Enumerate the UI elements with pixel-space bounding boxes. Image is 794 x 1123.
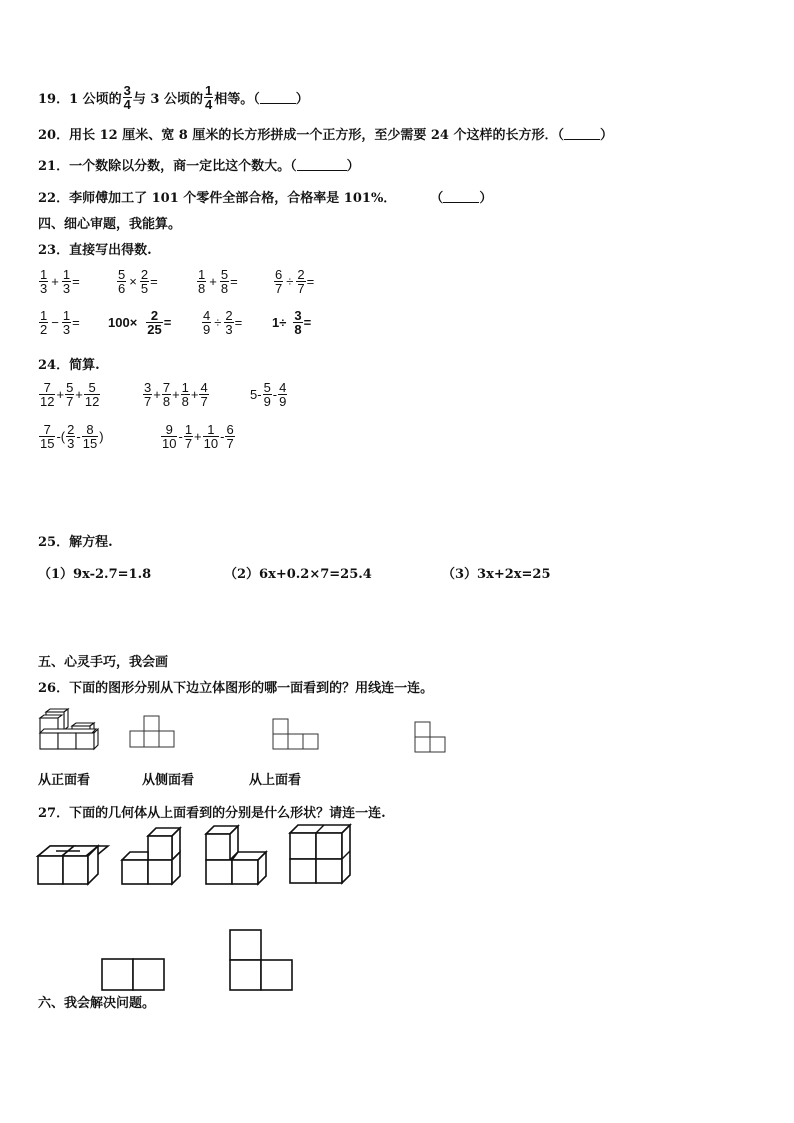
q27-title: 27．下面的几何体从上面看到的分别是什么形状？请连一连. bbox=[38, 806, 386, 821]
question-19 bbox=[38, 84, 309, 111]
q21-close: ） bbox=[346, 159, 360, 174]
q20-text: 20．用长 12 厘米、宽 8 厘米的长方形拼成一个正方形，至少需要 24 个这样的长方形．（ bbox=[38, 128, 564, 143]
section-6-heading: 六、我会解决问题。 bbox=[38, 996, 156, 1011]
q24-expr-5: $\frac{9}{10}$ - $\frac{1}{7}$ + $\frac{1}{10}$ - $\frac{6}{7}$ bbox=[162, 422, 234, 451]
q23-title: 23．直接写出得数. bbox=[38, 243, 152, 258]
q23-expr-1: $\frac{1}{3}$ + $\frac{1}{3}$ = bbox=[40, 267, 80, 296]
q24-title: 24．简算. bbox=[38, 358, 100, 373]
q26-label-front: 从正面看 bbox=[38, 773, 91, 788]
q20-answer-blank[interactable] bbox=[564, 127, 600, 140]
q25-equation-3: （3）3x+2x=25 bbox=[442, 567, 551, 582]
q19-fraction-2: $\frac{1}{4}$ bbox=[205, 83, 213, 112]
q27-solid-2 bbox=[120, 826, 186, 888]
q24-expr-2: $\frac{3}{7}$ + $\frac{7}{8}$ + $\frac{1}{8}$ + $\frac{4}{7}$ bbox=[144, 380, 208, 409]
q23-expr-7: $\frac{4}{9}$ ÷ $\frac{2}{3}$ = bbox=[203, 308, 243, 337]
q23-expr-6: 100× $\frac{2}{25}$ = bbox=[108, 308, 172, 337]
section-5-heading: 五、心灵手巧，我会画 bbox=[38, 655, 169, 670]
q26-solid-figure bbox=[38, 708, 102, 752]
q23-expr-5: $\frac{1}{2}$ − $\frac{1}{3}$ = bbox=[40, 308, 80, 337]
q27-solid-3 bbox=[204, 824, 270, 888]
q24-expr-1: $\frac{7}{12}$ + $\frac{5}{7}$ + $\frac{5}{12}$ bbox=[40, 380, 100, 409]
q24-expr-3: 5- $\frac{5}{9}$ - $\frac{4}{9}$ bbox=[250, 380, 287, 409]
q23-expr-4: $\frac{6}{7}$ ÷ $\frac{2}{7}$ = bbox=[275, 267, 315, 296]
q19-number: 19． bbox=[38, 92, 70, 107]
q20-close: ） bbox=[599, 128, 613, 143]
q19-close: ） bbox=[295, 92, 309, 107]
q25-equation-1: （1）9x-2.7=1.8 bbox=[38, 567, 152, 582]
q19-text-2: 与 3 公顷的 bbox=[132, 92, 204, 107]
question-22 bbox=[38, 187, 492, 206]
q22-open: （ bbox=[430, 191, 444, 206]
q26-label-side: 从侧面看 bbox=[142, 773, 195, 788]
q26-view-1 bbox=[128, 714, 178, 752]
q25-title: 25．解方程. bbox=[38, 535, 113, 550]
q19-text-1: 1 公顷的 bbox=[69, 92, 122, 107]
section-4-heading: 四、细心审题，我能算。 bbox=[38, 217, 182, 232]
q27-top-view-1 bbox=[100, 957, 168, 993]
question-21 bbox=[38, 155, 360, 174]
q27-solid-1 bbox=[36, 840, 102, 888]
q22-text: 22．李师傅加工了 101 个零件全部合格，合格率是 101%． bbox=[38, 191, 397, 206]
q27-solid-4 bbox=[288, 823, 354, 889]
q25-equation-2: （2）6x+0.2×7=25.4 bbox=[224, 567, 372, 582]
q26-view-3 bbox=[413, 720, 449, 756]
q24-expr-4: $\frac{7}{15}$ -( $\frac{2}{3}$ - $\frac{8}{15}$ ) bbox=[40, 422, 104, 451]
q19-answer-blank[interactable] bbox=[260, 91, 296, 104]
q26-title: 26．下面的图形分别从下边立体图形的哪一面看到的？用线连一连。 bbox=[38, 681, 434, 696]
question-20 bbox=[38, 124, 613, 143]
q26-label-top: 从上面看 bbox=[249, 773, 302, 788]
q27-top-view-2 bbox=[228, 928, 296, 992]
q23-expr-3: $\frac{1}{8}$ + $\frac{5}{8}$ = bbox=[198, 267, 238, 296]
q19-fraction-1: $\frac{3}{4}$ bbox=[123, 83, 131, 112]
q21-answer-blank[interactable] bbox=[297, 158, 347, 171]
q22-close: ） bbox=[479, 191, 493, 206]
q23-expr-8: 1÷ $\frac{3}{8}$ = bbox=[272, 308, 312, 337]
q19-text-3: 相等。（ bbox=[214, 92, 260, 107]
q21-text: 21．一个数除以分数，商一定比这个数大。（ bbox=[38, 159, 297, 174]
q22-answer-blank[interactable] bbox=[443, 190, 479, 203]
q26-view-2 bbox=[271, 717, 321, 753]
q23-expr-2: $\frac{5}{6}$ × $\frac{2}{5}$ = bbox=[118, 267, 158, 296]
